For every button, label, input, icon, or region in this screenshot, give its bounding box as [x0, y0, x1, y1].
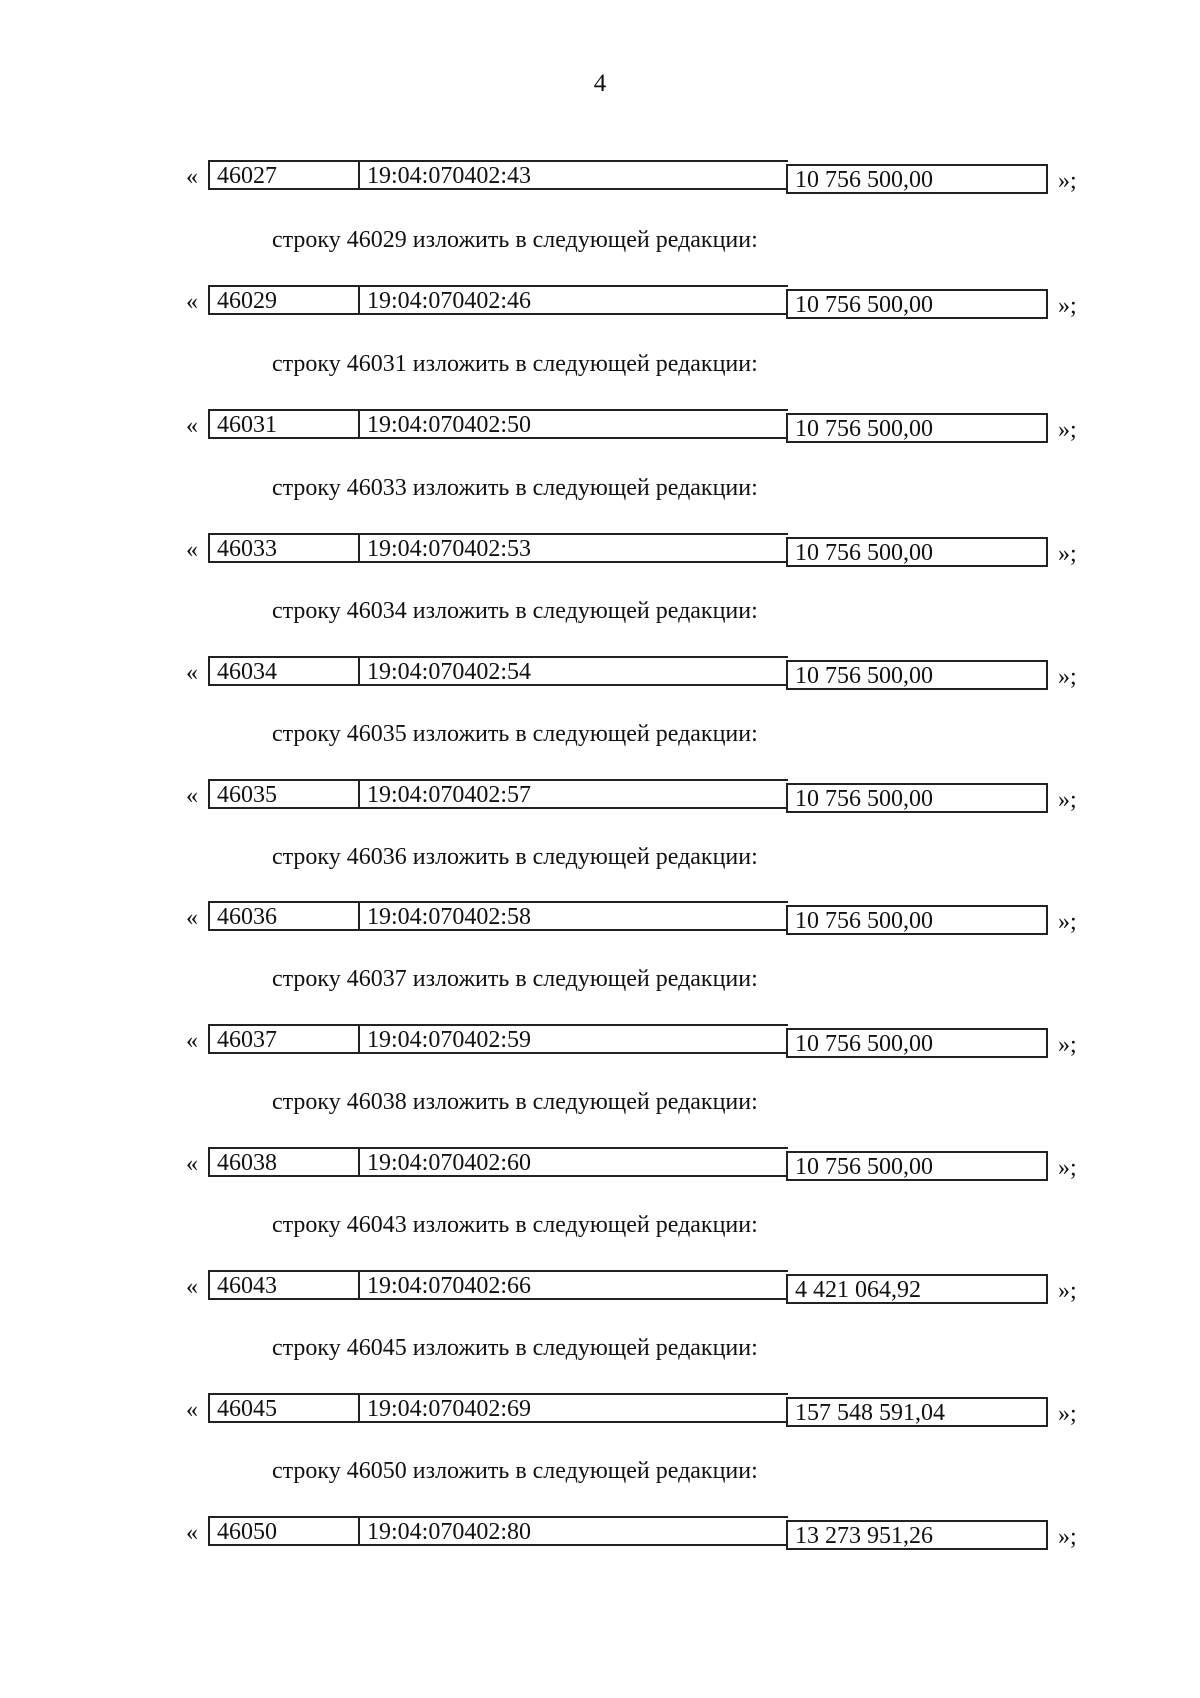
quote-close: »;: [1058, 417, 1077, 443]
row-number-cell: 46031: [208, 409, 358, 439]
instruction-text: строку 46029 изложить в следующей редакции:: [272, 227, 758, 253]
value-cell: 10 756 500,00: [786, 1151, 1048, 1181]
row-number-cell: 46033: [208, 533, 358, 563]
quote-open: «: [186, 289, 198, 315]
value-cell: 10 756 500,00: [786, 413, 1048, 443]
page-number: 4: [593, 70, 607, 97]
instruction-text: строку 46031 изложить в следующей редакции:: [272, 351, 758, 377]
value-cell: 10 756 500,00: [786, 289, 1048, 319]
value-cell: 10 756 500,00: [786, 1028, 1048, 1058]
instruction-text: строку 46043 изложить в следующей редакции:: [272, 1212, 758, 1238]
cadastral-number-cell: 19:04:070402:57: [358, 779, 788, 809]
instruction-text: строку 46036 изложить в следующей редакции:: [272, 844, 758, 870]
quote-close: »;: [1058, 664, 1077, 690]
quote-close: »;: [1058, 1524, 1077, 1550]
value-cell: 10 756 500,00: [786, 783, 1048, 813]
instruction-text: строку 46037 изложить в следующей редакции:: [272, 966, 758, 992]
quote-open: «: [186, 783, 198, 809]
row-number-cell: 46045: [208, 1393, 358, 1423]
quote-close: »;: [1058, 787, 1077, 813]
quote-close: »;: [1058, 168, 1077, 194]
value-cell: 10 756 500,00: [786, 660, 1048, 690]
cadastral-number-cell: 19:04:070402:53: [358, 533, 788, 563]
cadastral-number-cell: 19:04:070402:50: [358, 409, 788, 439]
quote-open: «: [186, 413, 198, 439]
quote-close: »;: [1058, 293, 1077, 319]
quote-open: «: [186, 905, 198, 931]
row-number-cell: 46035: [208, 779, 358, 809]
instruction-text: строку 46034 изложить в следующей редакции:: [272, 598, 758, 624]
quote-close: »;: [1058, 1278, 1077, 1304]
instruction-text: строку 46035 изложить в следующей редакции:: [272, 721, 758, 747]
quote-open: «: [186, 1520, 198, 1546]
row-number-cell: 46043: [208, 1270, 358, 1300]
value-cell: 13 273 951,26: [786, 1520, 1048, 1550]
cadastral-number-cell: 19:04:070402:43: [358, 160, 788, 190]
quote-open: «: [186, 537, 198, 563]
row-number-cell: 46034: [208, 656, 358, 686]
cadastral-number-cell: 19:04:070402:60: [358, 1147, 788, 1177]
cadastral-number-cell: 19:04:070402:58: [358, 901, 788, 931]
cadastral-number-cell: 19:04:070402:46: [358, 285, 788, 315]
quote-open: «: [186, 1151, 198, 1177]
instruction-text: строку 46038 изложить в следующей редакции:: [272, 1089, 758, 1115]
quote-open: «: [186, 660, 198, 686]
quote-close: »;: [1058, 1155, 1077, 1181]
cadastral-number-cell: 19:04:070402:66: [358, 1270, 788, 1300]
value-cell: 10 756 500,00: [786, 537, 1048, 567]
quote-open: «: [186, 1397, 198, 1423]
cadastral-number-cell: 19:04:070402:69: [358, 1393, 788, 1423]
quote-close: »;: [1058, 909, 1077, 935]
quote-open: «: [186, 164, 198, 190]
row-number-cell: 46038: [208, 1147, 358, 1177]
quote-close: »;: [1058, 1401, 1077, 1427]
instruction-text: строку 46050 изложить в следующей редакции:: [272, 1458, 758, 1484]
row-number-cell: 46027: [208, 160, 358, 190]
quote-close: »;: [1058, 541, 1077, 567]
quote-open: «: [186, 1274, 198, 1300]
quote-open: «: [186, 1028, 198, 1054]
instruction-text: строку 46033 изложить в следующей редакции:: [272, 475, 758, 501]
quote-close: »;: [1058, 1032, 1077, 1058]
row-number-cell: 46029: [208, 285, 358, 315]
value-cell: 10 756 500,00: [786, 905, 1048, 935]
value-cell: 4 421 064,92: [786, 1274, 1048, 1304]
value-cell: 157 548 591,04: [786, 1397, 1048, 1427]
value-cell: 10 756 500,00: [786, 164, 1048, 194]
row-number-cell: 46037: [208, 1024, 358, 1054]
instruction-text: строку 46045 изложить в следующей редакции:: [272, 1335, 758, 1361]
cadastral-number-cell: 19:04:070402:59: [358, 1024, 788, 1054]
cadastral-number-cell: 19:04:070402:54: [358, 656, 788, 686]
row-number-cell: 46050: [208, 1516, 358, 1546]
row-number-cell: 46036: [208, 901, 358, 931]
cadastral-number-cell: 19:04:070402:80: [358, 1516, 788, 1546]
